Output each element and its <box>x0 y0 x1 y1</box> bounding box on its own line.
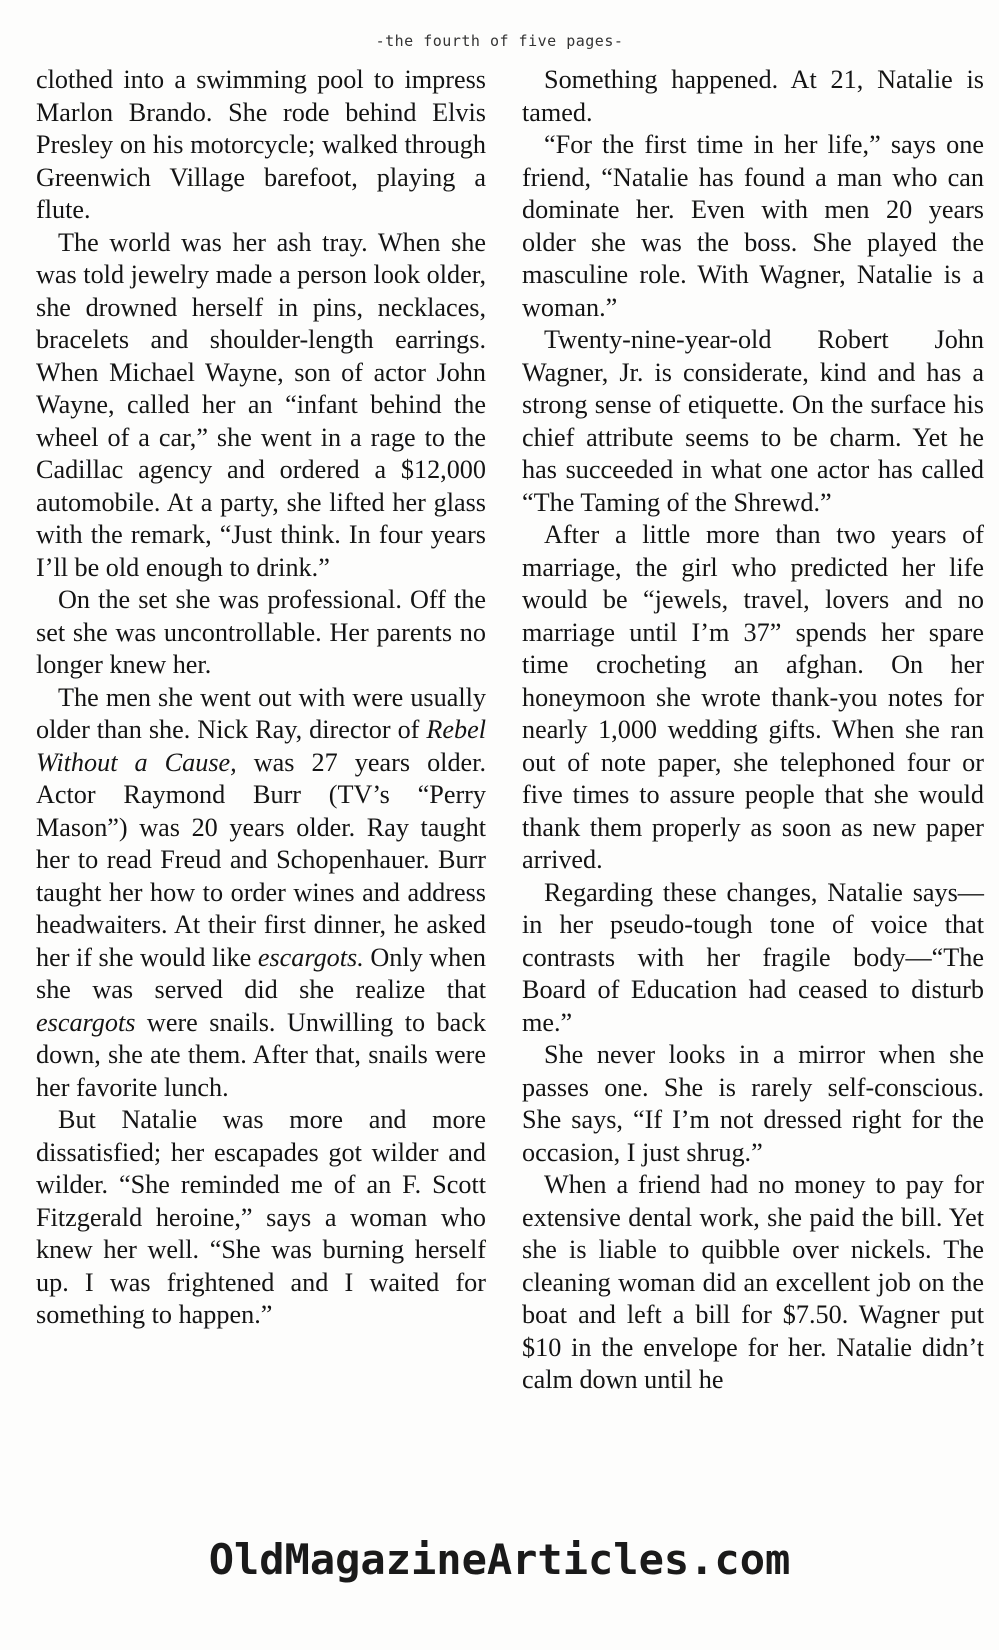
italic-word: escargots <box>36 1007 136 1037</box>
film-title: Rebel Without a Cause, <box>36 715 486 777</box>
text-run: were snails. Unwilling to back down, she ate them. After that, snails were her favorite lunch. <box>36 1007 486 1102</box>
text-run: The men she went out with were usually older than she. Nick Ray, director of <box>36 682 486 744</box>
page-header: -the fourth of five pages- <box>375 32 624 50</box>
paragraph: But Natalie was more and more dissatisfied; her escapades got wilder and wilder. “She reminded me of an F. Scott Fitzgerald heroine,” says a woman who knew her well. “She was burning herself up. I was frightened and I waited for something to happen.” <box>36 1105 486 1329</box>
paragraph: On the set she was professional. Off the set she was uncontrollable. Her parents no longer knew her. <box>36 585 486 679</box>
paragraph: Something happened. At 21, Natalie is tamed. <box>522 65 984 127</box>
text-run: Only when she was served did she realize that <box>36 942 486 1004</box>
left-column <box>36 64 486 1332</box>
text-run: was 27 years older. Actor Raymond Burr (TV’s “Perry Mason”) was 20 years older. Ray taught her to read Freud and Schopenhauer. Burr taught her how to order wines and address headwaiters. At their first dinner, he asked her if she would like <box>36 747 486 972</box>
paragraph: When a friend had no money to pay for extensive dental work, she paid the bill. Yet she is liable to quibble over nickels. The cleaning woman did an excellent job on the boat and left a bill for $7.50. Wagner put $10 in the envelope for her. Natalie didn’t calm down until he <box>522 1170 984 1394</box>
paragraph: The world was her ash tray. When she was told jewelry made a person look older, she drowned herself in pins, necklaces, bracelets and shoulder-length earrings. When Michael Wayne, son of actor John Wayne, called her an “infant behind the wheel of a car,” she went in a rage to the Cadillac agency and ordered a $12,000 automobile. At a party, she lifted her glass with the remark, “Just think. In four years I’ll be old enough to drink.” <box>36 227 486 582</box>
italic-word: escargots. <box>257 942 364 972</box>
paragraph: After a little more than two years of marriage, the girl who predicted her life would be “jewels, travel, lovers and no marriage until I’m 37” spends her spare time crocheting an afghan. On her honeymoon she wrote thank-you notes for nearly 1,000 wedding gifts. When she ran out of note paper, she telephoned four or five times to assure people that she would thank them properly as soon as new paper arrived. <box>522 520 984 874</box>
paragraph: “For the first time in her life,” says one friend, “Natalie has found a man who can dominate her. Even with men 20 years older she was the boss. She played the masculine role. With Wagner, Natalie is a woman.” <box>522 130 984 322</box>
paragraph: Twenty-nine-year-old Robert John Wagner, Jr. is considerate, kind and has a strong sense of etiquette. On the surface his chief attribute seems to be charm. Yet he has succeeded in what one actor has called “The Taming of the Shrewd.” <box>522 325 984 517</box>
paragraph: She never looks in a mirror when she passes one. She is rarely self-conscious. She says, “If I’m not dressed right for the occasion, I just shrug.” <box>522 1040 984 1167</box>
right-column <box>522 64 984 1397</box>
paragraph <box>36 682 486 1105</box>
paragraph: clothed into a swimming pool to impress Marlon Brando. She rode behind Elvis Presley on his motorcycle; walked through Greenwich Village barefoot, playing a flute. <box>36 65 486 224</box>
paragraph: Regarding these changes, Natalie says—in her pseudo-tough tone of voice that contrasts with her fragile body—“The Board of Education had ceased to disturb me.” <box>522 877 984 1037</box>
site-watermark: OldMagazineArticles.com <box>208 1535 791 1584</box>
